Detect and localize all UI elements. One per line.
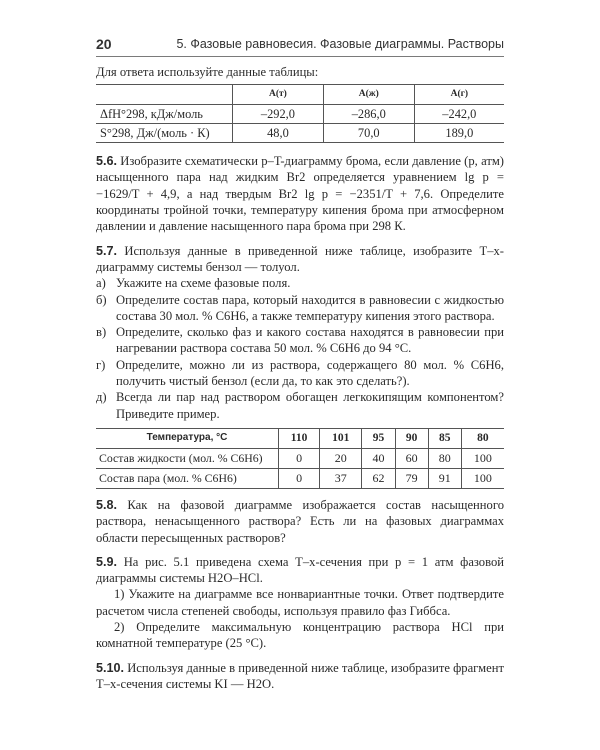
problem-number: 5.7.: [96, 243, 118, 258]
thermo-col-gas: А(г): [414, 85, 504, 104]
subitem-label: г): [96, 357, 106, 372]
table-cell: 40: [362, 448, 395, 468]
thermo-cell: –242,0: [414, 104, 504, 123]
table-cell: 20: [320, 448, 362, 468]
subitem-text: 2) Определите максимальную концентрацию раствора HCl при комнатной температуре (25 °С).: [96, 620, 504, 651]
subitem-text: Определите, сколько фаз и какого состава находятся в равновесии при нагревании раствора состава 50 мол. % C6H6 до 94 °С.: [116, 325, 504, 356]
subitem-label: б): [96, 292, 107, 307]
page-number: 20: [96, 36, 112, 52]
temperature-cell: 85: [428, 428, 461, 448]
table-cell: 100: [461, 468, 504, 488]
problem-number: 5.10.: [96, 660, 125, 675]
table-cell: 0: [279, 448, 320, 468]
subitem-label: д): [96, 390, 107, 405]
problem-5-6: [96, 153, 504, 234]
subitem: [96, 357, 504, 390]
thermo-row-entropy: [96, 123, 504, 142]
table-cell: 91: [428, 468, 461, 488]
table-cell: 79: [395, 468, 428, 488]
temperature-cell: 90: [395, 428, 428, 448]
subitem-text: Всегда ли пар над раствором обогащен легкокипящим компонентом? Приведите пример.: [116, 390, 504, 421]
problem-number: 5.6.: [96, 154, 118, 169]
problem-5-7: [96, 243, 504, 489]
problem-text: Как на фазовой диаграмме изображается состав насыщенного раствора, ненасыщенного раствора? Есть ли на фазовых диаграммах области пересыщенных растворов?: [96, 497, 504, 545]
subitem-text: Укажите на схеме фазовые поля.: [116, 276, 291, 291]
problem-number: 5.9.: [96, 554, 118, 569]
thermo-row-label: S°298, Дж/(моль · К): [96, 123, 233, 142]
problem-text: На рис. 5.1 приведена схема T–x-сечения при p = 1 атм фазовой диаграммы системы H2O–HCl.: [96, 554, 504, 586]
thermo-row-label: ΔfH°298, кДж/моль: [96, 104, 233, 123]
thermo-cell: –286,0: [323, 104, 414, 123]
row-label: Состав пара (мол. % C6H6): [96, 468, 279, 488]
subitem: [96, 324, 504, 357]
temperature-row: [96, 428, 504, 448]
thermo-table: [96, 84, 504, 143]
table-cell: 80: [428, 448, 461, 468]
row-label: Состав жидкости (мол. % C6H6): [96, 448, 279, 468]
subitem-text: Определите состав пара, который находится в равновесии с жидкостью состава 30 мол. % C6H6, а также температуру кипения этого раствора.: [116, 292, 504, 323]
thermo-cell: 48,0: [233, 123, 324, 142]
table-cell: 0: [279, 468, 320, 488]
subitem: [96, 389, 504, 422]
liquid-composition-row: [96, 448, 504, 468]
running-title: 5. Фазовые равновесия. Фазовые диаграммы. Растворы: [176, 37, 504, 51]
page-header: [96, 36, 504, 57]
page-content: [96, 64, 504, 700]
table-cell: 100: [461, 448, 504, 468]
thermo-header-blank: [96, 85, 233, 104]
temperature-cell: 95: [362, 428, 395, 448]
thermo-col-liquid: А(ж): [323, 85, 414, 104]
subitem-text: 1) Укажите на диаграмме все нонвариантные точки. Ответ подтвердите расчетом числа степеней свободы, используя правило фаз Гиббса.: [96, 587, 504, 618]
thermo-cell: –292,0: [233, 104, 324, 123]
table-cell: 62: [362, 468, 395, 488]
thermo-header-row: [96, 85, 504, 104]
temperature-header: Температура, °С: [96, 428, 279, 448]
thermo-cell: 70,0: [323, 123, 414, 142]
subitem-label: в): [96, 325, 107, 340]
subitem-label: а): [96, 276, 106, 291]
temperature-cell: 80: [461, 428, 504, 448]
problem-number: 5.8.: [96, 497, 118, 512]
table-intro: Для ответа используйте данные таблицы:: [96, 65, 319, 79]
temperature-cell: 110: [279, 428, 320, 448]
table-cell: 37: [320, 468, 362, 488]
subitem: [96, 275, 504, 291]
thermo-col-solid: А(т): [233, 85, 324, 104]
subitem-text: Определите, можно ли из раствора, содержащего 80 мол. % C6H6, получить чистый бензол (если да, то как это сделать?).: [116, 357, 504, 389]
problem-5-8: [96, 497, 504, 546]
problem-5-10: [96, 660, 504, 693]
thermo-row-enthalpy: [96, 104, 504, 123]
problem-text: Используя данные в приведенной ниже таблице, изобразите фрагмент T–x-сечения системы KI — H2O.: [96, 660, 504, 691]
subitem: [96, 292, 504, 325]
problem-text: Изобразите схематически p–T-диаграмму брома, если давление (p, атм) насыщенного пара над жидким Br2 определяется уравнением lg p = −1629/T + 4,9, а над твердым Br2 lg p = −2351/T + 7,6. Определите координаты тройной точки, температуру кипения брома при атмосферном давлении и давление насыщенного пара брома при 298 К.: [96, 154, 504, 234]
thermo-cell: 189,0: [414, 123, 504, 142]
temperature-cell: 101: [320, 428, 362, 448]
benzene-toluene-table: [96, 428, 504, 489]
problem-5-9: [96, 554, 504, 652]
problem-text: Используя данные в приведенной ниже таблице, изобразите T–x-диаграмму системы бензол — толуол.: [96, 243, 504, 274]
table-cell: 60: [395, 448, 428, 468]
vapor-composition-row: [96, 468, 504, 488]
